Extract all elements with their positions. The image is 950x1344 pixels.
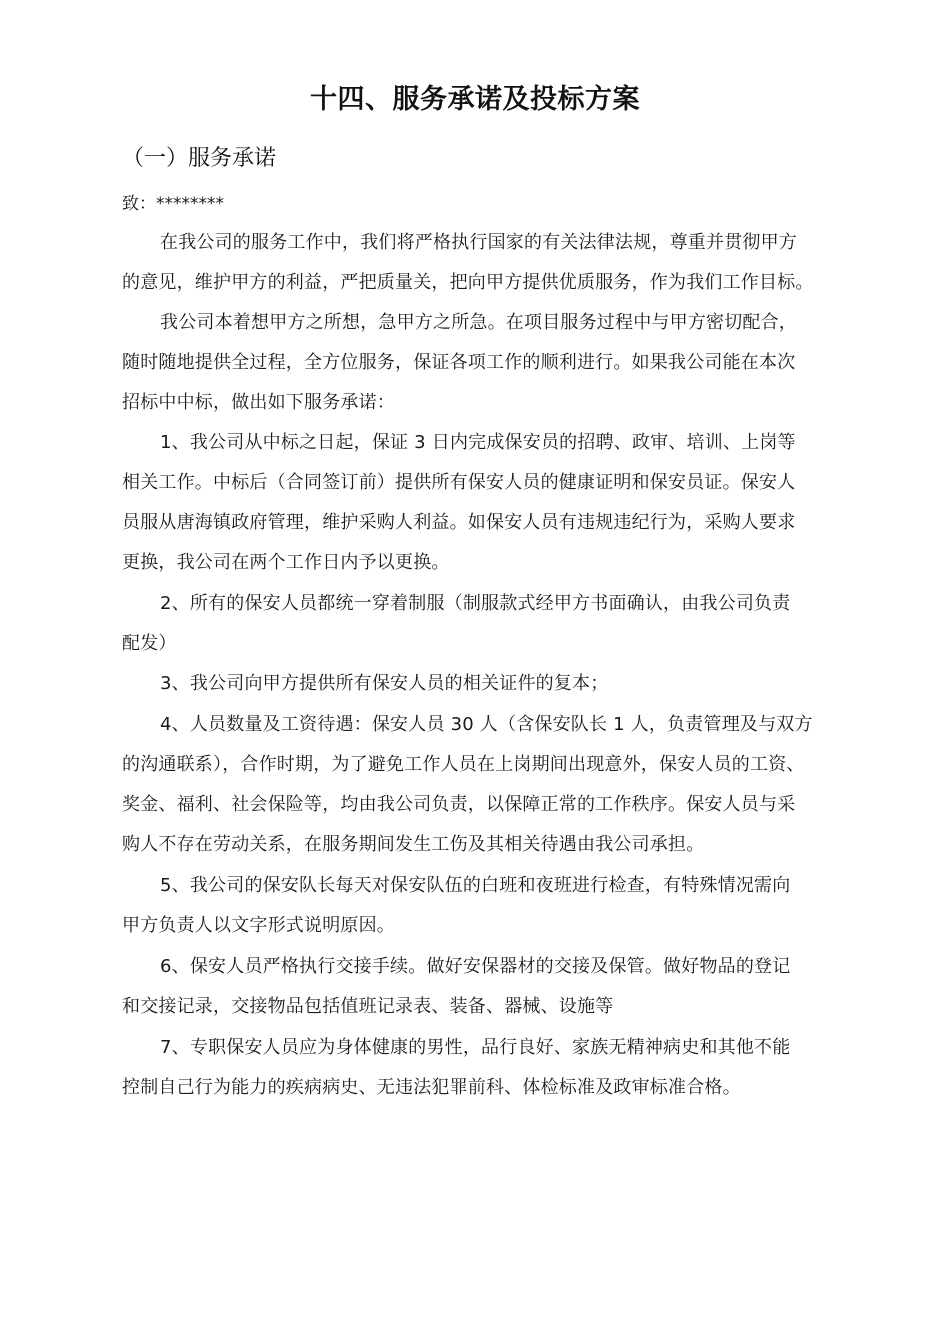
commitment-item-5 (122, 866, 892, 946)
commitment-item-1 (122, 423, 892, 583)
paragraph-line: 和交接记录，交接物品包括值班记录表、装备、器械、设施等 (122, 996, 614, 1017)
paragraph-commitment-intro (122, 303, 892, 423)
paragraph-line: 1、我公司从中标之日起，保证 3 日内完成保安员的招聘、政审、培训、上岗等 (160, 432, 796, 453)
paragraph-line: 2、所有的保安人员都统一穿着制服（制服款式经甲方书面确认，由我公司负责 (160, 593, 791, 614)
paragraph-intro (122, 223, 892, 303)
paragraph-line: 在我公司的服务工作中，我们将严格执行国家的有关法律法规，尊重并贯彻甲方 (160, 232, 797, 253)
paragraph-line: 奖金、福利、社会保险等，均由我公司负责，以保障正常的工作秩序。保安人员与采 (122, 794, 796, 815)
paragraph-line: 更换，我公司在两个工作日内予以更换。 (122, 552, 450, 573)
commitment-item-2 (122, 584, 892, 664)
paragraph-line: 招标中中标，做出如下服务承诺： (122, 392, 395, 413)
paragraph-line: 控制自己行为能力的疾病病史、无违法犯罪前科、体检标准及政审标准合格。 (122, 1077, 741, 1098)
paragraph-line: 相关工作。中标后（合同签订前）提供所有保安人员的健康证明和保安员证。保安人 (122, 472, 796, 493)
paragraph-line: 6、保安人员严格执行交接手续。做好安保器材的交接及保管。做好物品的登记 (160, 956, 791, 977)
commitment-item-6 (122, 947, 892, 1027)
paragraph-line: 员服从唐海镇政府管理，维护采购人利益。如保安人员有违规违纪行为，采购人要求 (122, 512, 796, 533)
paragraph-line: 5、我公司的保安队长每天对保安队伍的白班和夜班进行检查，有特殊情况需向 (160, 875, 791, 896)
commitment-item-7 (122, 1028, 892, 1108)
commitment-item-3 (122, 664, 892, 704)
paragraph-line: 4、人员数量及工资待遇：保安人员 30 人（含保安队长 1 人，负责管理及与双方 (160, 714, 813, 735)
paragraph-line: 配发） (122, 633, 177, 654)
paragraph-line: 7、专职保安人员应为身体健康的男性，品行良好、家族无精神病史和其他不能 (160, 1037, 791, 1058)
addressee-line: 致：******** (122, 194, 224, 214)
paragraph-line: 甲方负责人以文字形式说明原因。 (122, 915, 395, 936)
paragraph-line: 的意见，维护甲方的利益，严把质量关，把向甲方提供优质服务，作为我们工作目标。 (122, 272, 814, 293)
paragraph-line: 购人不存在劳动关系，在服务期间发生工伤及其相关待遇由我公司承担。 (122, 834, 705, 855)
paragraph-line: 随时随地提供全过程，全方位服务，保证各项工作的顺利进行。如果我公司能在本次 (122, 352, 796, 373)
paragraph-line: 我公司本着想甲方之所想，急甲方之所急。在项目服务过程中与甲方密切配合， (160, 312, 797, 333)
commitment-item-4 (122, 705, 892, 865)
paragraph-line: 3、我公司向甲方提供所有保安人员的相关证件的复本； (160, 673, 609, 694)
section-heading: （一）服务承诺 (122, 146, 277, 171)
paragraph-line: 的沟通联系），合作时期，为了避免工作人员在上岗期间出现意外，保安人员的工资、 (122, 754, 805, 775)
page-title: 十四、服务承诺及投标方案 (310, 84, 640, 115)
